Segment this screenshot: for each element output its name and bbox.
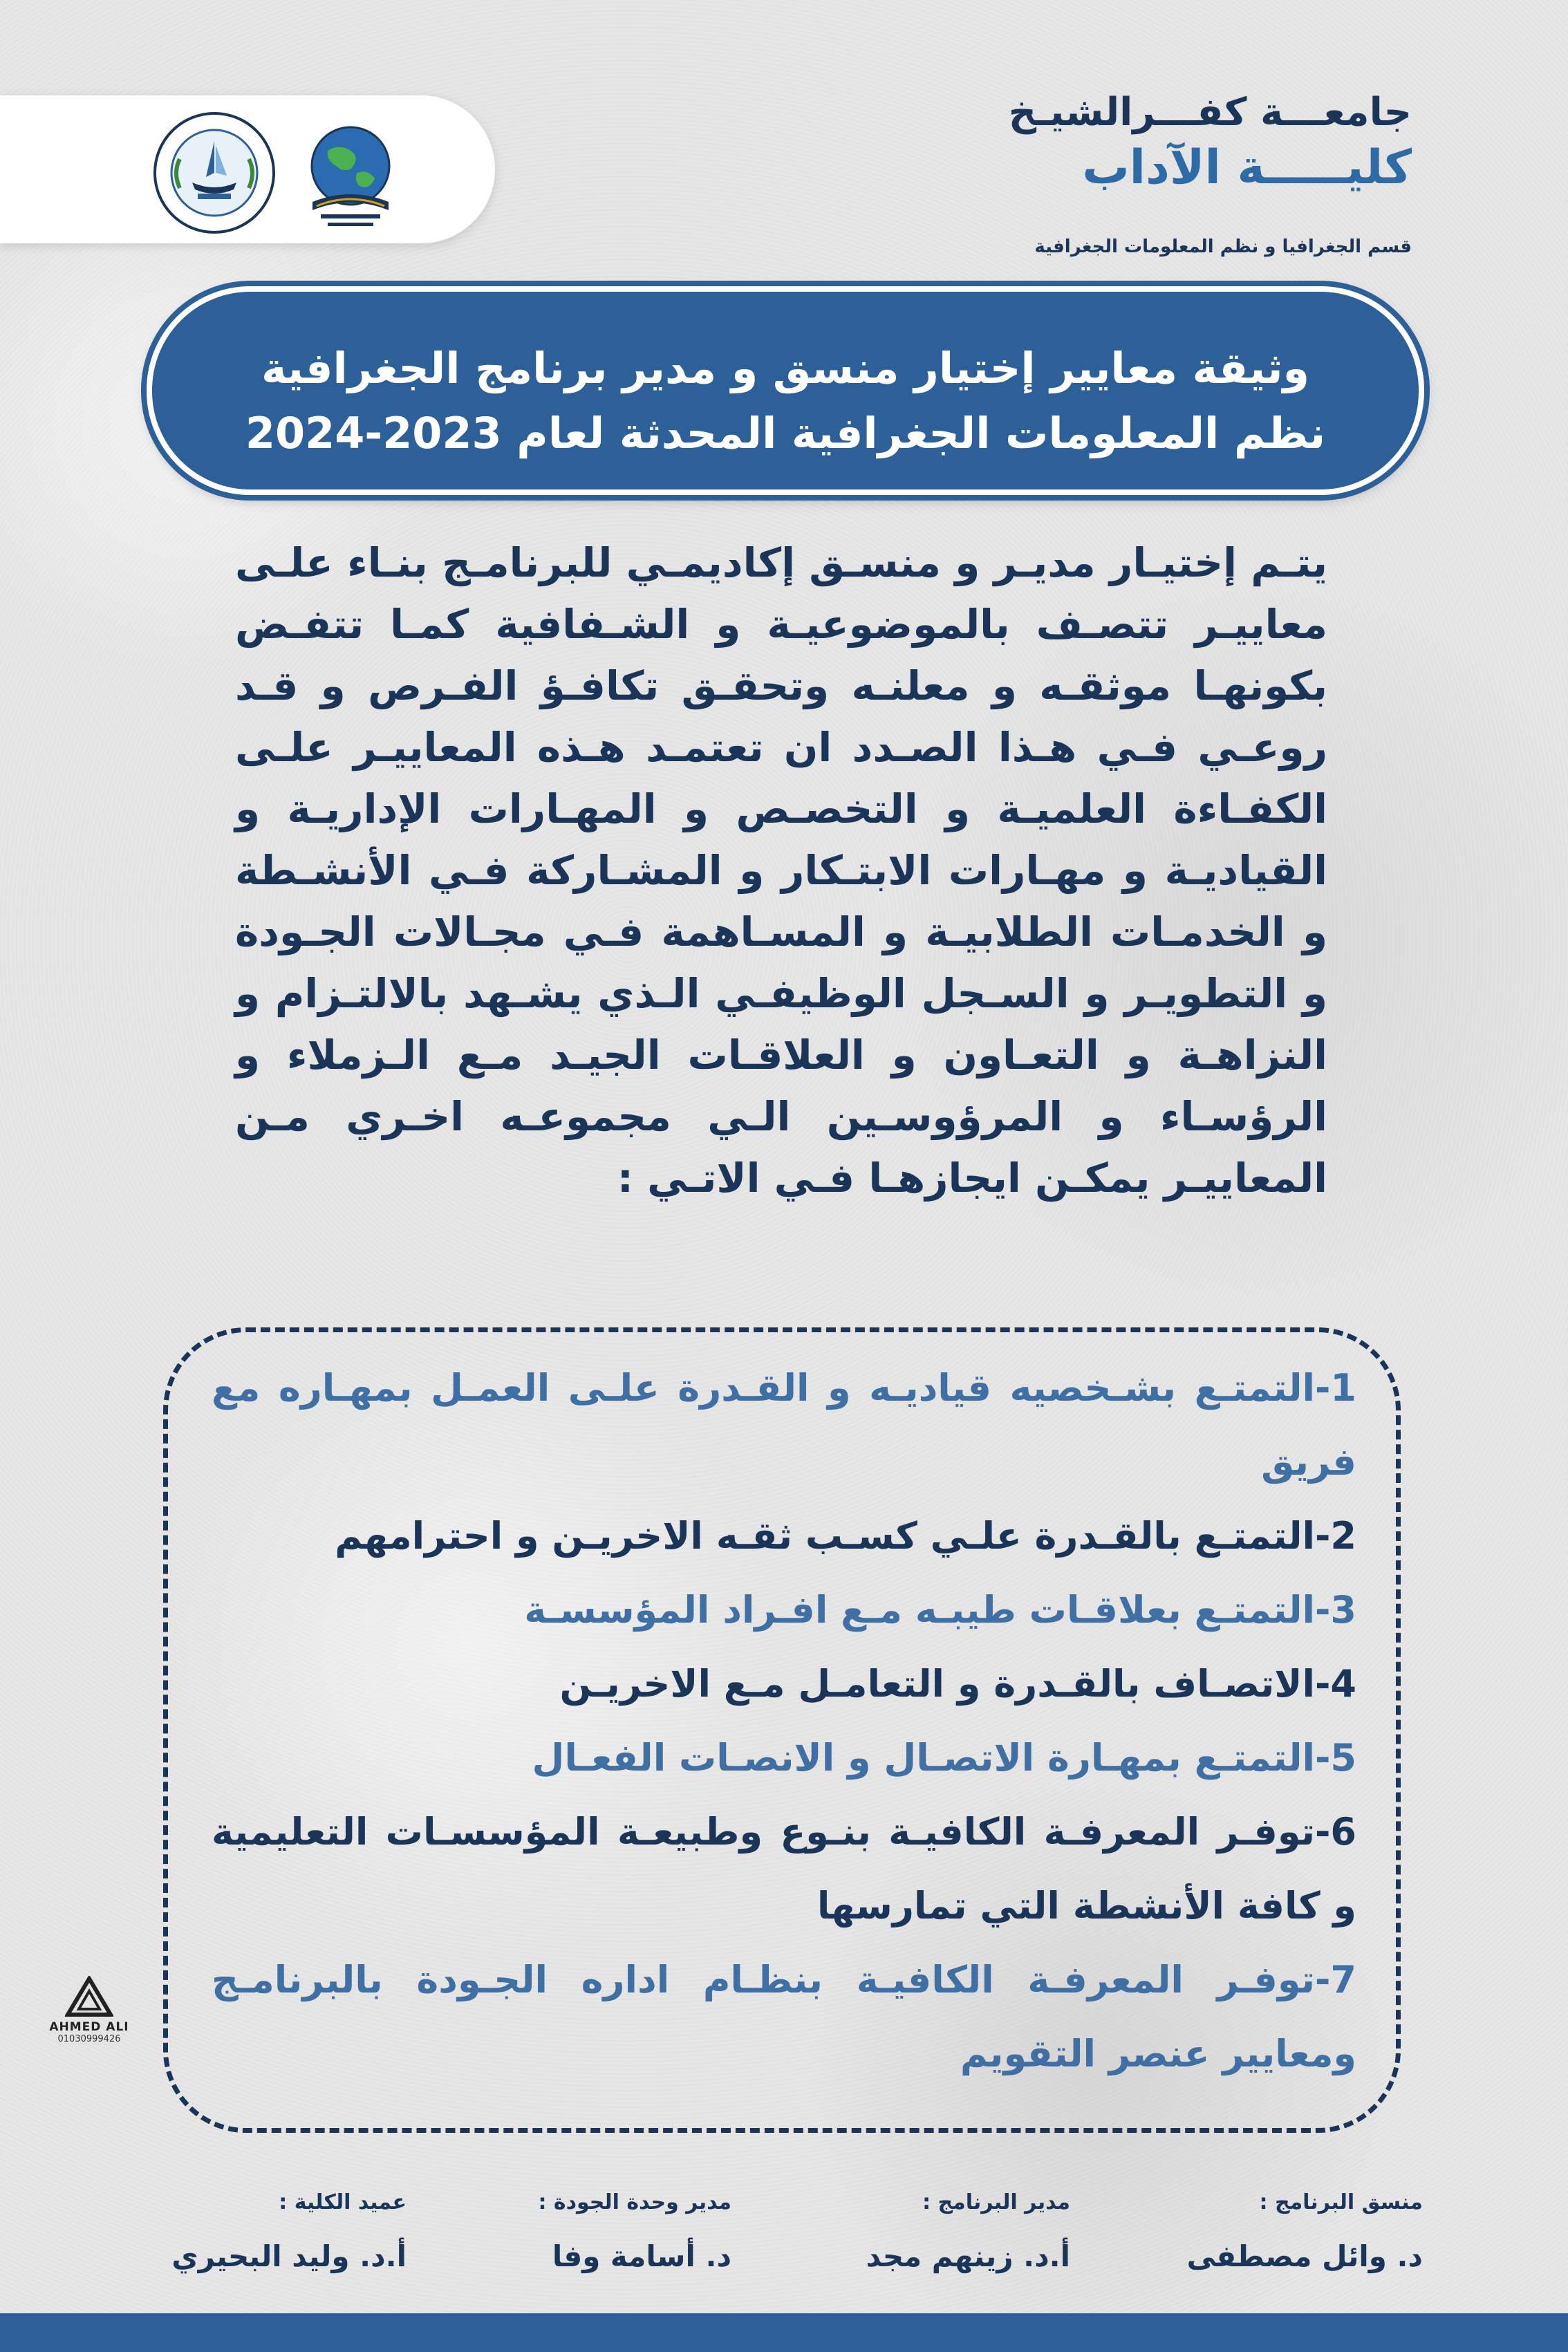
criterion-item: 7-توفـر المعرفـة الكافيـة بنظـام اداره الجـودة بالبرنامـج ومعايير عنصر التقويم	[212, 1958, 1356, 2075]
signature-name: د. أسامة وفا	[552, 2239, 731, 2273]
signature-role: مدير وحدة الجودة :	[538, 2190, 731, 2214]
signature-name: د. وائل مصطفى	[1186, 2239, 1423, 2273]
university-name: جامعـــة كفـــرالشيـخ	[1008, 90, 1412, 135]
criterion-item: 5-التمتـع بمهـارة الاتصـال و الانصـات الفعـال	[532, 1736, 1356, 1780]
document-title-banner	[147, 286, 1424, 495]
criterion-item: 1-التمتـع بشـخصيه قياديـه و القـدرة علـى العمـل بمهـاره مع فريق	[212, 1366, 1356, 1484]
geography-department-logo	[285, 109, 416, 241]
signature-dean	[116, 2190, 407, 2273]
footer-bar	[0, 2313, 1568, 2352]
watermark-name: AHMED ALI	[49, 2020, 129, 2034]
signature-coordinator	[1132, 2190, 1423, 2273]
signature-role: منسق البرنامج :	[1259, 2190, 1423, 2214]
signature-role: عميد الكلية :	[279, 2190, 407, 2214]
faculty-of-arts-logo	[152, 111, 277, 235]
signature-role: مدير البرنامج :	[922, 2190, 1070, 2214]
designer-watermark	[37, 1976, 141, 2044]
globe-book-emblem	[285, 109, 416, 241]
criterion-item: 6-توفـر المعرفـة الكافيـة بنـوع وطبيعـة المؤسسـات التعليمية و كافة الأنشطة التي تمارسها	[212, 1810, 1356, 1928]
faculty-name: كليـــــة الآداب	[1082, 140, 1412, 195]
title-line-1: وثيقة معايير إختيار منسق و مدير برنامج الجغرافية	[261, 343, 1310, 393]
criterion-item: 2-التمتـع بالقـدرة علـي كسـب ثقـه الاخريـن و احترامهم	[335, 1514, 1356, 1558]
signature-program-director	[780, 2190, 1070, 2273]
signature-quality-director	[441, 2190, 731, 2273]
criteria-list	[212, 1351, 1356, 2091]
watermark-phone: 01030999426	[57, 2034, 121, 2044]
intro-paragraph: يتـم إختيـار مديـر و منسـق إكاديمـي للبرنامـج بنـاء علـى معاييـر تتصـف بالموضوعيـة و الشـفافية كمـا تتفـض بكونهـا موثقـه و معلنـه وتحقـق تكافـؤ الفـرص و قـد روعـي فـي هـذا الصـدد ان تعتمـد هـذه المعاييـر علـى الكفـاءة العلميـة و التخصـص و المهـارات الإداريـة و القياديـة و مهـارات الابتـكار و المشـاركة فـي الأنشـطة و الخدمـات الطلابيـة و المسـاهمة فـي مجـالات الجـودة و التطويـر و السـجل الوظيفـي الـذي يشـهد بالالتـزام و النزاهـة و التعـاون و العلاقـات الجيـد مـع الـزملاء و الرؤسـاء و المرؤوسـين الـي مجموعـه اخـري مـن المعاييـر يمكـن ايجازهـا فـي الاتـي :	[235, 539, 1327, 1202]
signature-name: أ.د. زينهم مجد	[866, 2239, 1070, 2273]
arts-emblem	[152, 111, 277, 235]
signature-name: أ.د. وليد البحيري	[171, 2239, 407, 2273]
triangle-logo-icon	[65, 1976, 113, 2017]
criterion-item: 4-الاتصـاف بالقـدرة و التعامـل مـع الاخريـن	[559, 1662, 1356, 1706]
criterion-item: 3-التمتـع بعلاقـات طيبـه مـع افـراد المؤسسـة	[524, 1588, 1356, 1632]
title-line-2: نظم المعلومات الجغرافية المحدثة لعام 2023-2024	[245, 408, 1326, 458]
department-name: قسم الجغرافيا و نظم المعلومات الجغرافية	[1034, 236, 1412, 257]
university-header	[790, 90, 1412, 257]
